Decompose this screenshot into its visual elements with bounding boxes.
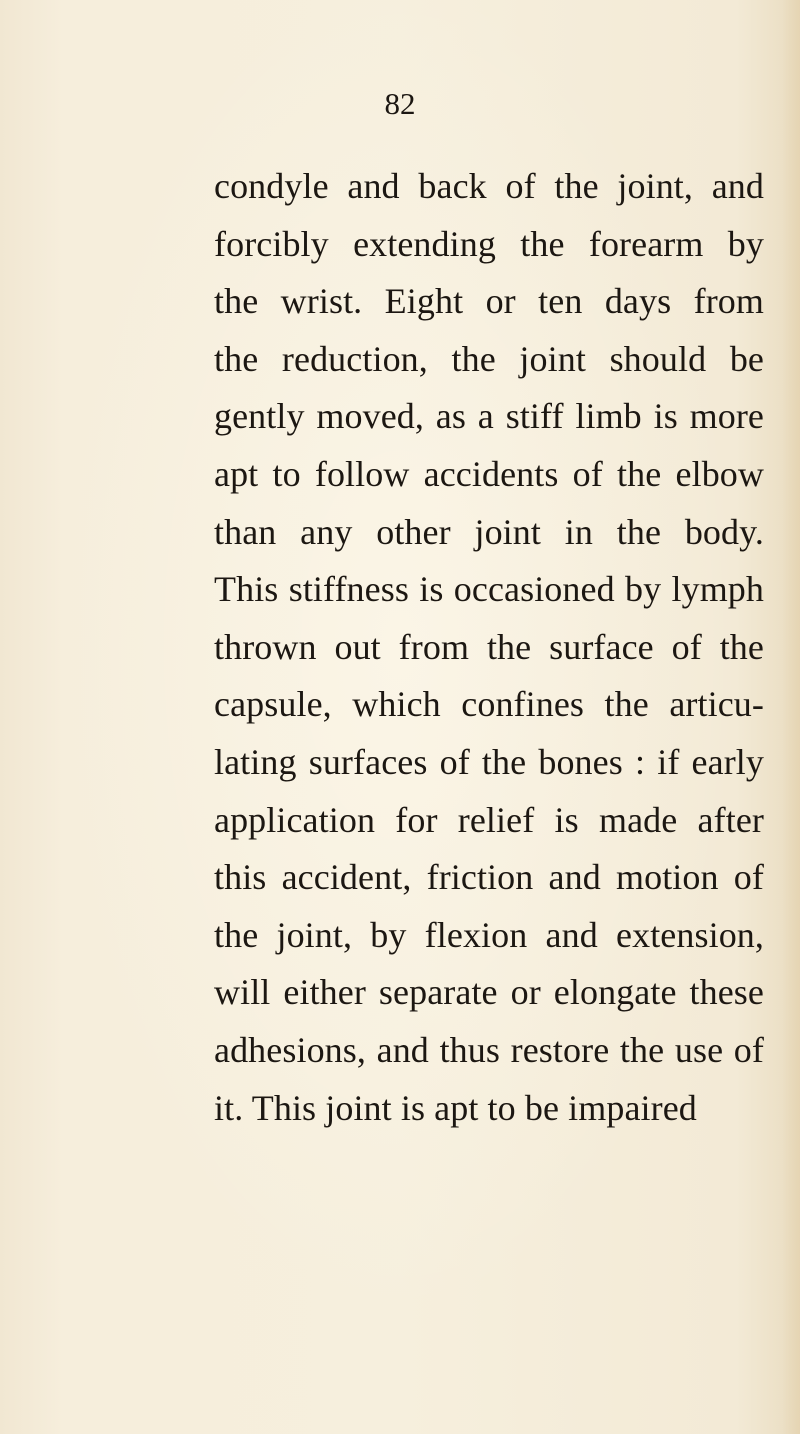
text-line: than any other joint in the body. xyxy=(214,511,764,552)
text-line: condyle and back of the joint, and xyxy=(214,166,764,206)
page-edge-shadow xyxy=(782,0,800,1434)
page-number: 82 xyxy=(384,86,416,121)
text-line: application for relief is made after xyxy=(214,799,764,840)
text-line: thrown out from the surface of the xyxy=(214,626,764,667)
text-line: will either separate or elongate these xyxy=(214,972,764,1013)
text-line: lating surfaces of the bones : if early xyxy=(214,741,764,782)
text-line: the joint, by flexion and extension, xyxy=(214,914,764,955)
text-line: gently moved, as a stiff limb is more xyxy=(214,396,764,437)
text-line: capsule, which confines the articu- xyxy=(214,684,764,725)
text-line-last: it. This joint is apt to be impaired xyxy=(214,1087,697,1128)
text-line: forcibly extending the forearm by xyxy=(214,223,764,264)
text-line: the wrist. Eight or ten days from xyxy=(214,281,764,322)
text-line: adhesions, and thus restore the use of xyxy=(214,1029,764,1070)
text-line: apt to follow accidents of the elbow xyxy=(214,453,764,494)
text-line: the reduction, the joint should be xyxy=(214,338,764,379)
body-text xyxy=(214,158,764,1137)
text-line: This stiffness is occasioned by lymph xyxy=(214,569,764,610)
text-line: this accident, friction and motion of xyxy=(214,857,764,898)
